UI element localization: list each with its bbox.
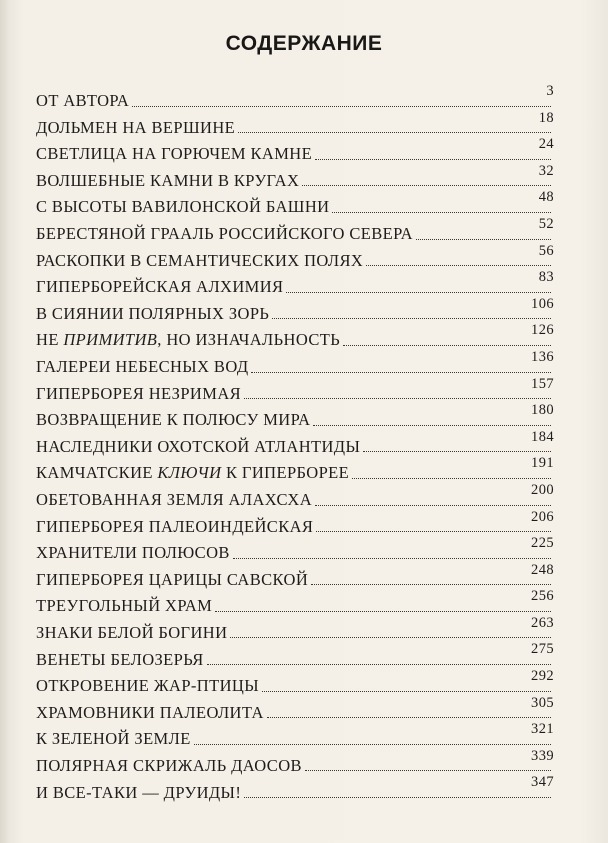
toc-entry <box>36 164 554 191</box>
dot-leader <box>244 398 551 399</box>
dot-leader <box>311 584 551 585</box>
toc-page-number: 347 <box>531 774 554 791</box>
toc-page-number: 184 <box>531 428 554 445</box>
toc-entry <box>36 84 554 111</box>
toc-entry-title <box>36 117 236 138</box>
toc-entry <box>36 696 554 723</box>
toc-entry <box>36 244 554 271</box>
toc-entry-title-text: К ГИПЕРБОРЕЕ <box>221 463 350 483</box>
toc-entry-title-text: СВЕТЛИЦА НА ГОРЮЧЕМ КАМНЕ <box>36 144 313 164</box>
dot-leader <box>315 505 551 506</box>
toc-entry-title <box>36 622 228 643</box>
toc-page-number: 157 <box>531 375 554 392</box>
toc-entry <box>36 403 554 430</box>
toc-entry-title <box>36 93 129 111</box>
toc-page-number: 305 <box>531 694 554 711</box>
toc-entry <box>36 510 554 537</box>
toc-entry-title <box>36 303 270 324</box>
toc-page-number: 83 <box>538 269 554 286</box>
dot-leader <box>366 265 551 266</box>
toc-entry-title <box>36 412 310 430</box>
toc-entry-title-text: КАМЧАТСКИЕ <box>36 463 158 483</box>
toc-entry-title <box>36 146 312 164</box>
toc-page-number: 200 <box>531 481 554 498</box>
dot-leader <box>416 239 551 240</box>
toc-page-number: 248 <box>531 561 554 578</box>
toc-entry <box>36 536 554 563</box>
dot-leader <box>251 372 551 373</box>
toc-entry <box>36 270 554 297</box>
toc-entry-title <box>36 569 309 590</box>
dot-leader <box>267 717 551 718</box>
toc-page-number: 256 <box>531 588 554 605</box>
dot-leader <box>315 159 551 160</box>
toc-page-number: 56 <box>538 242 554 259</box>
toc-entry-title-text: ГИПЕРБОРЕЙСКАЯ АЛХИМИЯ <box>36 277 284 297</box>
toc-page-number: 48 <box>538 189 554 206</box>
toc-entry <box>36 323 554 350</box>
toc-entry <box>36 430 554 457</box>
toc-entry-title-text: С ВЫСОТЫ ВАВИЛОНСКОЙ БАШНИ <box>36 197 330 217</box>
dot-leader <box>332 212 551 213</box>
toc-page-number: 24 <box>538 136 554 153</box>
toc-entry-title <box>36 598 212 616</box>
toc-entry <box>36 563 554 590</box>
toc-entry-title <box>36 359 248 377</box>
toc-entry-title <box>36 492 312 510</box>
toc-entry-title <box>36 755 302 776</box>
toc-entry-title-text: ВОЗВРАЩЕНИЕ К ПОЛЮСУ МИРА <box>36 410 311 430</box>
dot-leader <box>207 664 551 665</box>
toc-entry-title <box>36 199 329 217</box>
toc-entry-title-text: БЕРЕСТЯНОЙ ГРААЛЬ РОССИЙСКОГО СЕВЕРА <box>36 224 413 244</box>
toc-entry-title-text: ОБЕТОВАННАЯ ЗЕМЛЯ АЛАХСХА <box>36 490 313 509</box>
toc-entry-title-text: ПОЛЯРНАЯ СКРИЖАЛЬ ДАОСОВ <box>36 755 302 775</box>
toc-entry-title <box>36 702 264 723</box>
dot-leader <box>238 132 551 133</box>
toc-page-number: 206 <box>531 508 554 525</box>
dot-leader <box>316 531 551 532</box>
toc-entry-title-text: НАСЛЕДНИКИ ОХОТСКОЙ АТЛАНТИДЫ <box>36 436 361 456</box>
toc-page-number: 321 <box>531 721 554 738</box>
dot-leader <box>230 637 551 638</box>
toc-entry <box>36 616 554 643</box>
toc-entry <box>36 483 554 510</box>
toc-page-number: 136 <box>531 348 554 365</box>
toc-entry <box>36 456 554 483</box>
toc-entry <box>36 775 554 802</box>
dot-leader <box>313 425 551 426</box>
toc-entry <box>36 137 554 164</box>
toc-entry-title-text: ВЕНЕТЫ БЕЛОЗЕРЬЯ <box>36 649 204 669</box>
toc-page-number: 52 <box>538 215 554 232</box>
toc-entry-title-text: ГИПЕРБОРЕЯ ЦАРИЦЫ САВСКОЙ <box>36 569 309 589</box>
toc-entry-title <box>36 678 259 696</box>
toc-page-number: 191 <box>531 455 554 472</box>
toc-entry-title <box>36 649 204 670</box>
toc-entry <box>36 642 554 669</box>
toc-page-number: 225 <box>531 535 554 552</box>
toc-entry-title <box>36 516 314 537</box>
dot-leader <box>272 318 551 319</box>
toc-entry-title-text: ГИПЕРБОРЕЯ НЕЗРИМАЯ <box>36 383 242 403</box>
toc-entry-title-text: ГИПЕРБОРЕЯ ПАЛЕОИНДЕЙСКАЯ <box>36 516 314 536</box>
dot-leader <box>262 691 551 692</box>
dot-leader <box>132 106 551 107</box>
toc-entry-title <box>36 226 413 244</box>
toc-entry-title-text: И ВСЕ-ТАКИ — ДРУИДЫ! <box>36 782 242 802</box>
toc-entry-title-text: ОТКРОВЕНИЕ ЖАР-ПТИЦЫ <box>36 676 259 696</box>
toc-entry-title-text: ХРАМОВНИКИ ПАЛЕОЛИТА <box>36 702 264 722</box>
toc-entry <box>36 589 554 616</box>
toc-page-number: 275 <box>531 641 554 658</box>
toc-entry <box>36 669 554 696</box>
toc-entry <box>36 377 554 404</box>
toc-page-number: 32 <box>538 162 554 179</box>
toc-entry-title <box>36 545 230 563</box>
toc-page-number: 3 <box>546 83 554 99</box>
toc-page-number: 126 <box>531 322 554 339</box>
toc-entry <box>36 190 554 217</box>
toc-entry-title-text: РАСКОПКИ В СЕМАНТИЧЕСКИХ ПОЛЯХ <box>36 250 364 270</box>
toc-entry-title <box>36 170 300 191</box>
toc-entry-title-text: К ЗЕЛЕНОЙ ЗЕМЛЕ <box>36 729 191 749</box>
dot-leader <box>233 558 551 559</box>
toc-entry-title <box>36 279 283 297</box>
toc-entry-title-italic: ПРИМИТИВ <box>63 330 158 350</box>
toc-entry-title-text: ОТ АВТОРА <box>36 91 130 111</box>
toc-entry-title-text: , НО ИЗНАЧАЛЬНОСТЬ <box>157 330 341 350</box>
toc-entry-title <box>36 465 349 483</box>
dot-leader <box>194 744 551 745</box>
dot-leader <box>343 345 551 346</box>
toc-entry-title-text: НЕ <box>36 330 64 350</box>
dot-leader <box>302 185 551 186</box>
dot-leader <box>286 292 551 293</box>
toc-entry-title-text: ГАЛЕРЕИ НЕБЕСНЫХ ВОД <box>36 357 249 377</box>
toc-page-number: 106 <box>531 295 554 312</box>
toc-entry <box>36 217 554 244</box>
toc-entry-title <box>36 436 361 457</box>
toc-entry-title-text: ДОЛЬМЕН НА ВЕРШИНЕ <box>36 117 236 137</box>
toc-page-number: 263 <box>531 614 554 631</box>
dot-leader <box>363 451 551 452</box>
toc-page-number: 292 <box>531 668 554 685</box>
toc-entry-title-text: ЗНАКИ БЕЛОЙ БОГИНИ <box>36 622 228 642</box>
dot-leader <box>305 770 551 771</box>
toc-entry <box>36 749 554 776</box>
toc-entry <box>36 297 554 324</box>
toc-page-number: 339 <box>531 747 554 764</box>
toc-page-number: 180 <box>531 402 554 419</box>
toc-entry <box>36 722 554 749</box>
page-title: СОДЕРЖАНИЕ <box>225 32 383 55</box>
dot-leader <box>352 478 551 479</box>
toc-entry-title <box>36 782 242 803</box>
toc-entry <box>36 111 554 138</box>
toc-entry-title-text: ХРАНИТЕЛИ ПОЛЮСОВ <box>36 543 230 563</box>
toc-entry <box>36 350 554 377</box>
table-of-contents <box>36 84 554 802</box>
toc-entry-title-text: В СИЯНИИ ПОЛЯРНЫХ ЗОРЬ <box>36 303 270 323</box>
dot-leader <box>244 797 551 798</box>
toc-entry-title <box>36 250 364 271</box>
toc-page-number: 18 <box>538 109 554 126</box>
toc-entry-title <box>36 383 242 404</box>
toc-entry-title <box>36 731 191 749</box>
toc-entry-title <box>36 332 340 350</box>
toc-entry-title-text: ТРЕУГОЛЬНЫЙ ХРАМ <box>36 596 213 616</box>
dot-leader <box>215 611 551 612</box>
toc-entry-title-italic: КЛЮЧИ <box>157 463 222 483</box>
toc-entry-title-text: ВОЛШЕБНЫЕ КАМНИ В КРУГАХ <box>36 170 300 190</box>
